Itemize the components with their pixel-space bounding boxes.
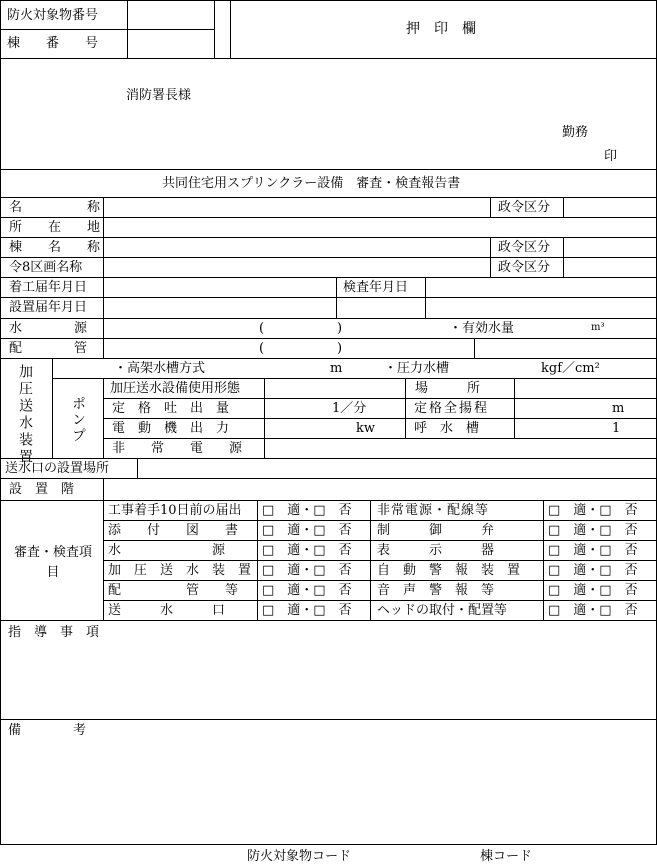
floor-label: 設 置 階 xyxy=(9,482,75,497)
rated-head-label: 定格全揚程 xyxy=(414,401,490,416)
building-name-label: 棟 名 称 xyxy=(9,240,101,255)
rated-discharge-unit: 1／分 xyxy=(332,401,367,416)
location-label: 所 在 地 xyxy=(9,220,101,235)
piping-paren-open: ( xyxy=(259,341,265,356)
water-source-paren-close: ) xyxy=(337,321,343,336)
construction-notice-field[interactable] xyxy=(104,278,336,297)
inspection-item-right-2: 制 御 弁 xyxy=(377,523,495,538)
zone-name-field[interactable] xyxy=(104,258,490,277)
location-field[interactable] xyxy=(104,218,656,237)
seal-mark: 印 xyxy=(604,149,618,164)
seal-column-label: 押 印 欄 xyxy=(406,21,476,37)
check-right-4[interactable]: □ 適・□ 否 xyxy=(548,563,638,578)
rated-head-field[interactable] xyxy=(515,399,607,418)
priming-tank-label: 呼 水 槽 xyxy=(414,421,480,436)
effective-water-label: ・有効水量 xyxy=(449,321,515,336)
place-field[interactable] xyxy=(515,379,656,398)
inspection-items-label: 審査・検査項目 xyxy=(13,545,92,580)
usage-form-label: 加圧送水設備使用形態 xyxy=(110,381,241,396)
check-left-4[interactable]: □ 適・□ 否 xyxy=(262,563,352,578)
piping-label: 配 管 xyxy=(9,341,88,356)
seal-area[interactable] xyxy=(231,1,656,58)
motor-output-unit: kw xyxy=(356,421,376,436)
zone-name-label: 令8区画名称 xyxy=(9,260,83,275)
building-number-label: 棟 番 号 xyxy=(7,36,99,51)
inspection-item-left-6: 送 水 口 xyxy=(108,603,226,618)
fire-object-number-field[interactable] xyxy=(128,1,214,28)
office-label: 勤務 xyxy=(562,125,589,140)
motor-output-field[interactable] xyxy=(265,419,353,438)
ordinance-class-label-3: 政令区分 xyxy=(498,260,551,275)
inspection-item-right-5: 音 声 警 報 等 xyxy=(377,583,495,598)
priming-tank-value: 1 xyxy=(612,421,621,436)
report-title: 共同住宅用スプリンクラー設備 審査・検査報告書 xyxy=(162,176,461,191)
installation-notice-label: 設置届年月日 xyxy=(9,300,88,315)
installation-notice-field[interactable] xyxy=(104,298,336,318)
ordinance-class-field[interactable] xyxy=(564,198,656,217)
pressurized-device-label: 加圧送水装置 xyxy=(17,364,33,466)
inspection-item-left-2: 添 付 図 書 xyxy=(108,523,239,538)
inspection-item-right-4: 自 動 警 報 装 置 xyxy=(377,563,521,578)
guidance-label: 指 導 事 項 xyxy=(8,625,100,640)
rated-discharge-label: 定 格 吐 出 量 xyxy=(112,401,230,416)
ordinance-class-label-2: 政令区分 xyxy=(498,240,551,255)
outlet-location-label: 送水口の設置場所 xyxy=(5,461,110,476)
inspection-date-field[interactable] xyxy=(426,278,656,297)
inspection-item-left-3: 水 源 xyxy=(108,543,226,558)
check-right-3[interactable]: □ 適・□ 否 xyxy=(548,543,638,558)
rated-discharge-field[interactable] xyxy=(265,399,329,418)
place-label: 場 所 xyxy=(415,381,481,396)
elevated-tank-unit: m xyxy=(330,361,343,376)
ordinance-class-field-3[interactable] xyxy=(564,258,656,277)
construction-notice-label: 着工届年月日 xyxy=(9,280,88,295)
installation-notice-extra-field-2[interactable] xyxy=(426,298,656,318)
usage-form-field[interactable] xyxy=(265,379,405,398)
building-name-field[interactable] xyxy=(104,238,490,257)
check-right-5[interactable]: □ 適・□ 否 xyxy=(548,583,638,598)
check-left-5[interactable]: □ 適・□ 否 xyxy=(262,583,352,598)
check-right-6[interactable]: □ 適・□ 否 xyxy=(548,603,638,618)
piping-paren-close: ) xyxy=(337,341,343,356)
inspection-item-right-3: 表 示 器 xyxy=(377,543,495,558)
building-code-label: 棟コード xyxy=(480,849,533,864)
check-right-2[interactable]: □ 適・□ 否 xyxy=(548,523,638,538)
check-left-3[interactable]: □ 適・□ 否 xyxy=(262,543,352,558)
water-source-paren-open: ( xyxy=(259,321,265,336)
name-field[interactable] xyxy=(104,198,490,217)
check-right-1[interactable]: □ 適・□ 否 xyxy=(548,503,638,518)
remarks-field[interactable] xyxy=(1,740,656,844)
pressure-tank-unit: kgf／cm² xyxy=(541,361,600,376)
building-number-field[interactable] xyxy=(128,30,214,57)
emergency-power-label: 非 常 電 源 xyxy=(112,441,243,456)
guidance-field[interactable] xyxy=(1,642,656,718)
name-label: 名 称 xyxy=(9,200,101,215)
elevated-tank-field[interactable] xyxy=(230,359,326,377)
fire-object-code-label: 防火対象物コード xyxy=(247,849,352,864)
unit-m3: m³ xyxy=(591,322,605,333)
motor-output-label: 電 動 機 出 力 xyxy=(112,421,230,436)
check-left-2[interactable]: □ 適・□ 否 xyxy=(262,523,352,538)
pressure-tank-label: ・圧力水槽 xyxy=(384,361,450,376)
inspection-date-label: 検査年月日 xyxy=(343,280,409,295)
ordinance-class-label: 政令区分 xyxy=(498,200,551,215)
piping-field[interactable] xyxy=(268,339,334,357)
ordinance-class-field-2[interactable] xyxy=(564,238,656,257)
fire-object-number-label: 防火対象物番号 xyxy=(7,8,99,23)
inspection-item-left-5: 配 管 等 xyxy=(108,583,239,598)
water-source-label: 水 源 xyxy=(9,321,88,336)
remarks-label: 備 考 xyxy=(8,723,87,738)
addressee-label: 消防署長様 xyxy=(126,88,192,103)
inspection-item-left-4: 加 圧 送 水 装 置 xyxy=(108,563,252,578)
pressure-tank-field[interactable] xyxy=(470,359,538,377)
rated-head-unit: m xyxy=(612,401,625,416)
water-source-field[interactable] xyxy=(268,319,334,337)
outlet-location-field[interactable] xyxy=(138,459,656,478)
elevated-tank-label: ・高架水槽方式 xyxy=(114,361,206,376)
installation-notice-extra-field[interactable] xyxy=(337,298,425,318)
check-left-6[interactable]: □ 適・□ 否 xyxy=(262,603,352,618)
inspection-item-right-6: ヘッドの取付・配置等 xyxy=(377,603,508,618)
emergency-power-field[interactable] xyxy=(265,439,656,458)
inspection-item-right-1: 非常電源・配線等 xyxy=(377,503,490,518)
priming-tank-field[interactable] xyxy=(515,419,607,438)
pump-label: ポンプ xyxy=(70,396,86,444)
floor-field[interactable] xyxy=(104,479,656,499)
check-left-1[interactable]: □ 適・□ 否 xyxy=(262,503,352,518)
inspection-item-left-1: 工事着手10日前の届出 xyxy=(108,503,242,518)
